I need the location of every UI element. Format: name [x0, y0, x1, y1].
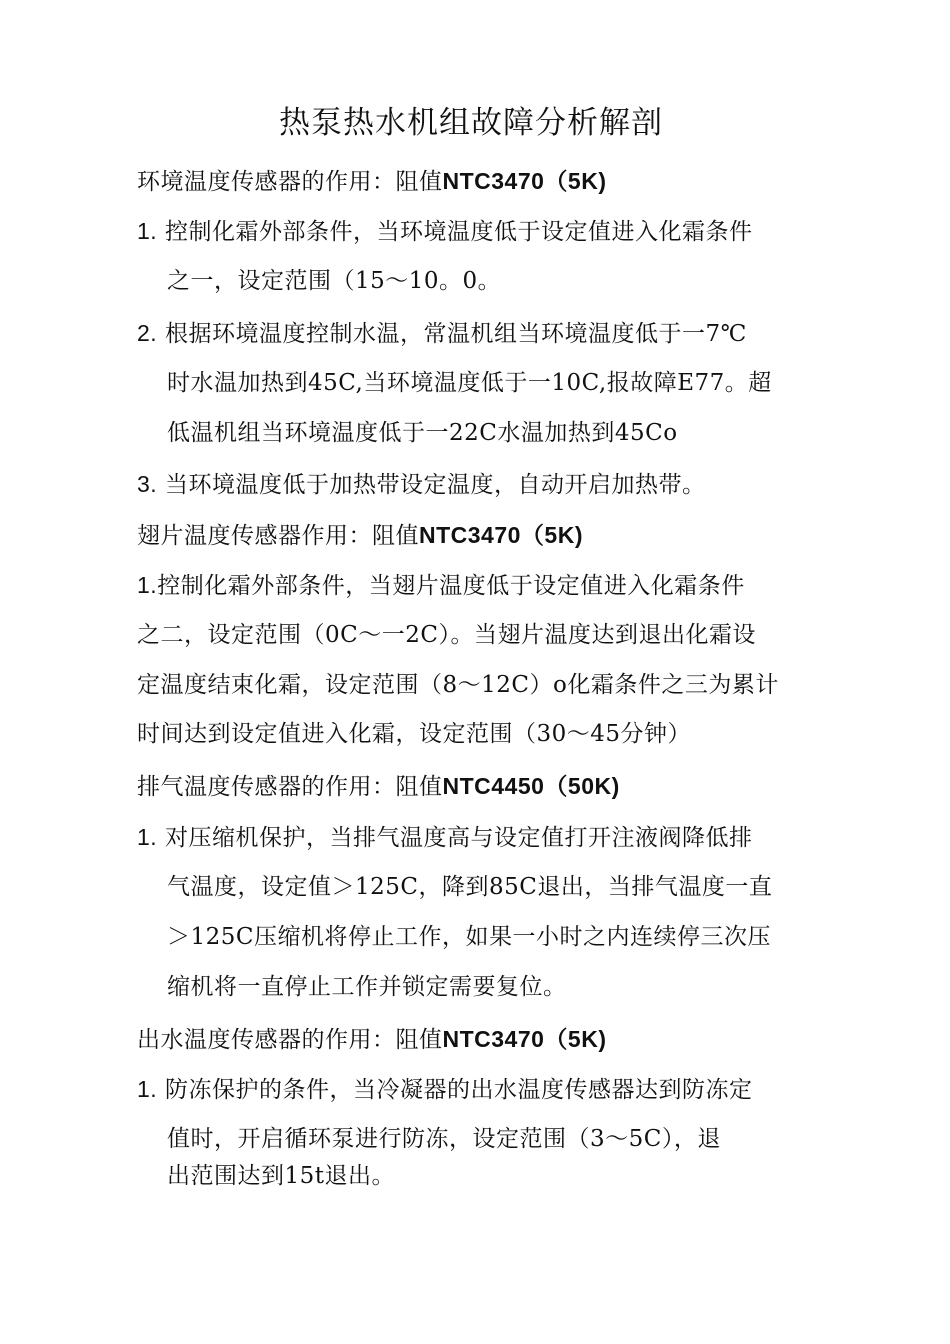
item-line: 低温机组当环境温度低于一22C水温加热到45Co — [167, 420, 678, 446]
item-number: 3. — [137, 471, 158, 497]
resistance-model: NTC3470（5K) — [442, 1026, 607, 1052]
item-line: 之二，设定范围（0C〜一2C）。当翅片温度达到退出化霜设 — [137, 622, 756, 648]
item-line: 时间达到设定值进入化霜，设定范围（30〜45分钟） — [137, 721, 692, 747]
heading-text: 翅片温度传感器作用：阻值 — [137, 523, 419, 549]
list-item — [137, 826, 753, 850]
item-line: 定温度结束化霜，设定范围（8〜12C）o化霜条件之三为累计 — [137, 672, 779, 698]
item-line: 值时，开启循环泵进行防冻，设定范围（3〜5C），退 — [167, 1126, 721, 1152]
section-heading-outlet-water — [137, 1028, 607, 1052]
item-line: 时水温加热到45C,当环境温度低于一10C,报故障E77。超 — [167, 370, 772, 396]
item-line: 根据环境温度控制水温，常温机组当环境温度低于一7℃ — [165, 321, 747, 347]
item-line: 防冻保护的条件，当冷凝器的出水温度传感器达到防冻定 — [165, 1077, 753, 1103]
list-item — [137, 1078, 753, 1102]
item-line: 控制化霜外部条件，当翅片温度低于设定值进入化霜条件 — [157, 573, 745, 599]
resistance-model: NTC3470（5K) — [442, 168, 607, 194]
heading-text: 环境温度传感器的作用：阻值 — [137, 169, 443, 195]
page-title: 热泵热水机组故障分析解剖 — [279, 105, 663, 141]
item-number: 1. — [137, 218, 158, 244]
heading-text: 排气温度传感器的作用：阻值 — [137, 774, 443, 800]
item-number: 1. — [137, 572, 158, 598]
item-number: 2. — [137, 320, 158, 346]
section-heading-discharge — [137, 775, 620, 799]
item-number: 1. — [137, 824, 158, 850]
item-line: 对压缩机保护，当排气温度高与设定值打开注液阀降低排 — [165, 825, 753, 851]
section-heading-fin — [137, 524, 583, 548]
item-line: 控制化霜外部条件，当环境温度低于设定值进入化霜条件 — [165, 219, 753, 245]
item-line: 当环境温度低于加热带设定温度，自动开启加热带。 — [165, 472, 706, 498]
heading-text: 出水温度传感器的作用：阻值 — [137, 1027, 443, 1053]
item-line: ＞125C压缩机将停止工作，如果一小时之内连续停三次压 — [167, 924, 771, 950]
item-line: 出范围达到15t退出。 — [167, 1163, 396, 1189]
resistance-model: NTC4450（50K) — [442, 773, 620, 799]
item-line: 之一，设定范围（15〜10。0。 — [167, 268, 502, 294]
list-item — [137, 322, 747, 346]
section-heading-ambient — [137, 170, 607, 194]
item-number: 1. — [137, 1076, 158, 1102]
item-line: 气温度，设定值＞125C，降到85C退出，当排气温度一直 — [167, 874, 773, 900]
item-line: 缩机将一直停止工作并锁定需要复位。 — [167, 974, 567, 1000]
list-item — [137, 473, 706, 497]
list-item — [137, 220, 753, 244]
list-item — [137, 574, 745, 598]
resistance-model: NTC3470（5K) — [419, 522, 583, 548]
